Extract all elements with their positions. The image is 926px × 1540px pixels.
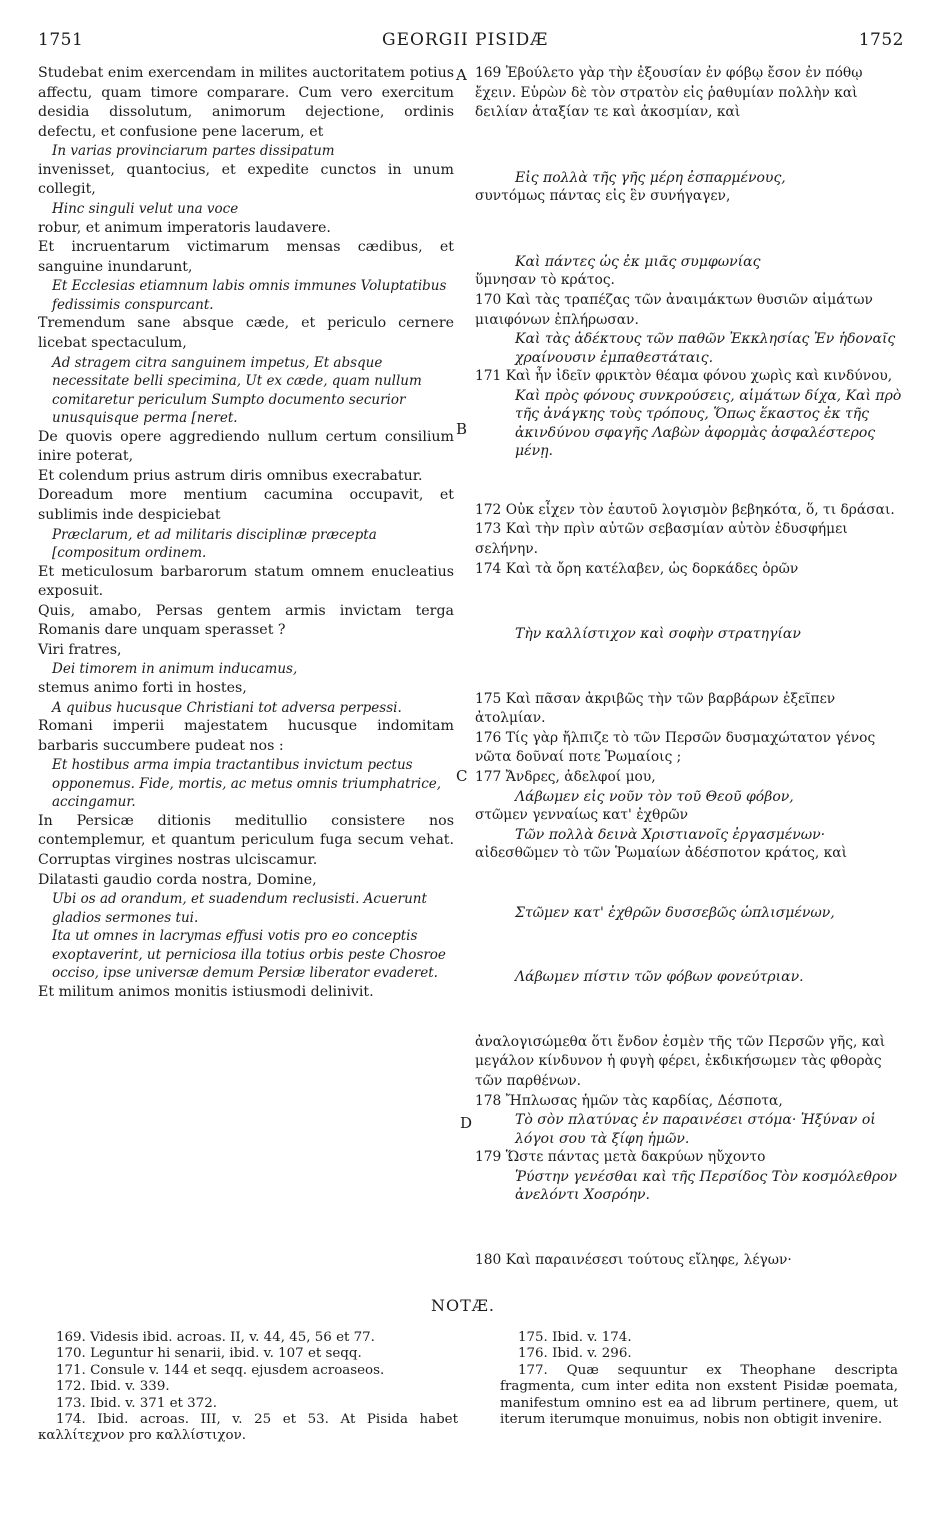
latin-paragraph: Dilatasti gaudio corda nostra, Domine,: [38, 871, 317, 888]
latin-paragraph: Tremendum sane absque cæde, et periculo cernere licebat spectaculum,: [38, 315, 454, 351]
latin-column: [38, 64, 454, 1002]
margin-letter-a: A: [456, 66, 467, 84]
running-header: [0, 30, 926, 56]
latin-paragraph: Studebat enim exercendam in milites auctoritatem potius affectu, quam timore comparare. Cum vero exercitum desidia dissolutum, animorum dejectione, ordinis defectu, et confusione pene lacerum, et: [38, 65, 454, 140]
spacer: [475, 477, 905, 485]
greek-verse: Καὶ πάντες ὡς ἐκ μιᾶς συμφωνίας: [515, 253, 761, 270]
greek-verse: Εἰς πολλὰ τῆς γῆς μέρη ἐσπαρμένους,: [515, 169, 786, 186]
greek-verse: Καὶ τὰς ἀδέκτους τῶν παθῶν Ἐκκλησίας Ἐν ἡδοναῖς χραίνουσιν ἐμπαθεστάταις.: [515, 331, 896, 366]
footnote: 175. Ibid. v. 174.: [518, 1330, 632, 1345]
latin-verse: Et Ecclesias etiamnum labis omnis immunes Voluptatibus fedissimis conspurcant.: [52, 278, 447, 313]
footnote: 171. Consule v. 144 et seqq. ejusdem acroaseos.: [56, 1362, 385, 1378]
greek-paragraph: 179 Ὥστε πάντας μετὰ δακρύων ηὔχοντο: [475, 1149, 766, 1166]
spacer: [475, 595, 905, 609]
latin-verse: Ita ut omnes in lacrymas effusi votis pro eo conceptis exoptaverint, ut perniciosa illa totius orbis peste Chosroe occiso, ipse universæ demum Persiæ liberator evaderet.: [52, 928, 446, 982]
latin-paragraph: De quovis opere aggrediendo nullum certum consilium inire poterat,: [38, 428, 454, 465]
footnote: 173. Ibid. v. 371 et 372.: [56, 1395, 217, 1411]
spacer: [475, 223, 905, 237]
latin-verse: Dei timorem in animum inducamus,: [52, 661, 298, 678]
latin-paragraph: Viri fratres,: [38, 641, 122, 658]
greek-paragraph: 178 Ἤπλωσας ἡμῶν τὰς καρδίας, Δέσποτα,: [475, 1092, 783, 1109]
greek-paragraph: 174 Καὶ τὰ ὄρη κατέλαβεν, ὡς δορκάδες ὁρῶν: [475, 560, 799, 577]
footnote: 174. Ibid. acroas. III, v. 25 et 53. At Pisida habet καλλίτεχνον pro καλλίστιχον.: [38, 1412, 458, 1444]
latin-verse: A quibus hucusque Christiani tot adversa perpessi.: [52, 699, 402, 716]
greek-paragraph: 175 Καὶ πᾶσαν ἀκριβῶς τὴν τῶν βαρβάρων ἐξεῖπεν ἀτολμίαν.: [475, 690, 836, 727]
latin-verse: In varias provinciarum partes dissipatum: [52, 143, 335, 160]
greek-verse: Λάβωμεν εἰς νοῦν τὸν τοῦ Θεοῦ φόβον,: [515, 788, 794, 805]
greek-column: [475, 64, 905, 1270]
greek-verse: Στῶμεν κατ' ἐχθρῶν δυσσεβῶς ὡπλισμένων,: [515, 904, 835, 921]
latin-verse: Præclarum, et ad militaris disciplinæ præcepta [compositum ordinem.: [52, 526, 377, 561]
greek-verse: Ῥύστην γενέσθαι καὶ τῆς Περσίδος Τὸν κοσμόλεθρον ἀνελόντι Χοσρόην.: [515, 1168, 898, 1204]
greek-paragraph: 173 Καὶ τὴν πρὶν αὐτῶν σεβασμίαν αὐτὸν ἐδυσφήμει σελήνην.: [475, 521, 848, 557]
spacer: [475, 139, 905, 153]
latin-verse: Hinc singuli velut una voce: [52, 201, 239, 218]
latin-paragraph: Doreadum more mentium cacumina occupavit, et sublimis inde despiciebat: [38, 487, 454, 523]
greek-paragraph: 177 Ἄνδρες, ἀδελφοί μου,: [475, 769, 656, 785]
running-title: GEORGII PISIDÆ: [382, 30, 549, 50]
greek-verse: Λάβωμεν πίστιν τῶν φόβων φονεύτριαν.: [515, 969, 804, 986]
footnote: 170. Leguntur hi senarii, ibid. v. 107 et seqq.: [56, 1346, 362, 1362]
latin-paragraph: robur, et animum imperatoris laudavere.: [38, 219, 331, 236]
spacer: [475, 1221, 905, 1235]
page-number-left: 1751: [38, 30, 84, 50]
latin-verse: Ad stragem citra sanguinem impetus, Et absque necessitate belli specimina, Ut ex cæde, quam nullum comitaretur periculum Sumpto documento securior unusquisque perma [neret.: [52, 354, 422, 427]
spacer: [475, 880, 905, 888]
notes-left-column: [38, 1330, 458, 1445]
footnote: 177. Quæ sequuntur ex Theophane descripta fragmenta, cum inter edita non exstent Pisidæ poemata, manifestum omnino est ea ad librum pertinere, quem, ut iterum iterumque monuimus, nobis non obtigit invenire.: [500, 1362, 898, 1428]
greek-paragraph: 170 Καὶ τὰς τραπέζας τῶν ἀναιμάκτων θυσιῶν αἱμάτων μιαιφόνων ἐπλήρωσαν.: [475, 291, 873, 328]
latin-paragraph: Romani imperii majestatem hucusque indomitam barbaris succumbere pudeat nos :: [38, 718, 454, 754]
margin-letter-d: D: [460, 1114, 473, 1132]
footnote: 169. Videsis ibid. acroas. II, v. 44, 45, 56 et 77.: [56, 1330, 375, 1345]
greek-paragraph: ἀναλογισώμεθα ὅτι ἔνδον ἐσμὲν τῆς τῶν Περσῶν γῆς, καὶ μεγάλον κίνδυνον ἡ φυγὴ φέρει, ἐκδικήσωμεν τὰς φθορὰς τῶν παρθένων.: [475, 1033, 886, 1089]
latin-paragraph: In Persicæ ditionis meditullio consistere nos contemplemur, et quantum periculum fuga secum vehat. Corruptas virgines nostras ulciscamur.: [38, 812, 454, 868]
greek-paragraph: 176 Τίς γὰρ ἤλπιζε τὸ τῶν Περσῶν δυσμαχώτατον γένος νῶτα δοῦναί ποτε Ῥωμαίοις ;: [475, 729, 876, 766]
greek-verse: Τῶν πολλὰ δεινὰ Χριστιανοῖς ἐργασμένων·: [515, 826, 826, 843]
notes-heading: NOTÆ.: [431, 1296, 495, 1315]
greek-verse: Καὶ πρὸς φόνους συνκρούσεις, αἱμάτων δίχα, Καὶ πρὸ τῆς ἀνάγκης τοὺς τρόπους, Ὅπως ἕκαστος ἐκ τῆς ἀκινδύνου σφαγῆς Λαβὼν ἀφορμὰς ἀσφαλέστερος μένῃ.: [515, 387, 902, 460]
footnote: 172. Ibid. v. 339.: [56, 1379, 170, 1395]
greek-verse: Τὸ σὸν πλατύνας ἐν παραινέσει στόμα· Ἠξύναν οἱ λόγοι σου τὰ ξίφη ἡμῶν.: [515, 1112, 876, 1147]
greek-paragraph: συντόμως πάντας εἰς ἓν συνήγαγεν,: [475, 188, 731, 205]
latin-paragraph: stemus animo forti in hostes,: [38, 679, 247, 696]
latin-paragraph: invenisset, quantocius, et expedite cunctos in unum collegit,: [38, 161, 454, 198]
greek-verse: Τὴν καλλίστιχον καὶ σοφὴν στρατηγίαν: [515, 626, 801, 643]
greek-paragraph: 180 Καὶ παραινέσεσι τούτους εἴληφε, λέγων·: [475, 1251, 792, 1268]
latin-paragraph: Et meticulosum barbarorum statum omnem enucleatius exposuit.: [38, 563, 454, 600]
latin-paragraph: Quis, amabo, Persas gentem armis invictam terga Romanis dare unquam sperasset ?: [38, 602, 454, 639]
spacer: [475, 1003, 905, 1017]
greek-paragraph: 172 Οὐκ εἶχεν τὸν ἑαυτοῦ λογισμὸν βεβηκότα, ὅ, τι δράσαι.: [475, 501, 895, 518]
margin-letter-b: B: [456, 420, 468, 438]
margin-letter-c: C: [456, 767, 468, 785]
greek-paragraph: αἰδεσθῶμεν τὸ τῶν Ῥωμαίων ἀδέσποτον κράτος, καὶ: [475, 845, 848, 862]
page-number-right: 1752: [858, 30, 904, 50]
greek-paragraph: 169 Ἐβούλετο γὰρ τὴν ἐξουσίαν ἐν φόβῳ ἔσον ἐν πόθῳ ἔχειν. Εὑρὼν δὲ τὸν στρατὸν εἰς ῥαθυμίαν πολλὴν καὶ δειλίαν ἀταξίαν τε καὶ ἀκοσμίαν, καὶ: [475, 65, 863, 121]
latin-paragraph: Et colendum prius astrum diris omnibus execrabatur.: [38, 467, 423, 484]
latin-paragraph: Et incruentarum victimarum mensas cædibus, et sanguine inundarunt,: [38, 239, 454, 275]
greek-paragraph: 171 Καὶ ἦν ἰδεῖν φρικτὸν θέαμα φόνου χωρὶς καὶ κινδύνου,: [475, 368, 893, 385]
latin-verse: Ubi os ad orandum, et suadendum reclusisti. Acuerunt gladios sermones tui.: [52, 891, 427, 926]
latin-verse: Et hostibus arma impia tractantibus invictum pectus opponemus. Fide, mortis, ac metus omnis triumphatrice, accingamur.: [52, 757, 442, 811]
footnote: 176. Ibid. v. 296.: [518, 1346, 632, 1362]
latin-paragraph: Et militum animos monitis istiusmodi delinivit.: [38, 983, 374, 1000]
greek-paragraph: στῶμεν γενναίως κατ' ἐχθρῶν: [475, 807, 689, 824]
greek-paragraph: ὕμνησαν τὸ κράτος.: [475, 272, 615, 289]
spacer: [475, 660, 905, 674]
spacer: [475, 938, 905, 952]
notes-right-column: [500, 1330, 898, 1428]
